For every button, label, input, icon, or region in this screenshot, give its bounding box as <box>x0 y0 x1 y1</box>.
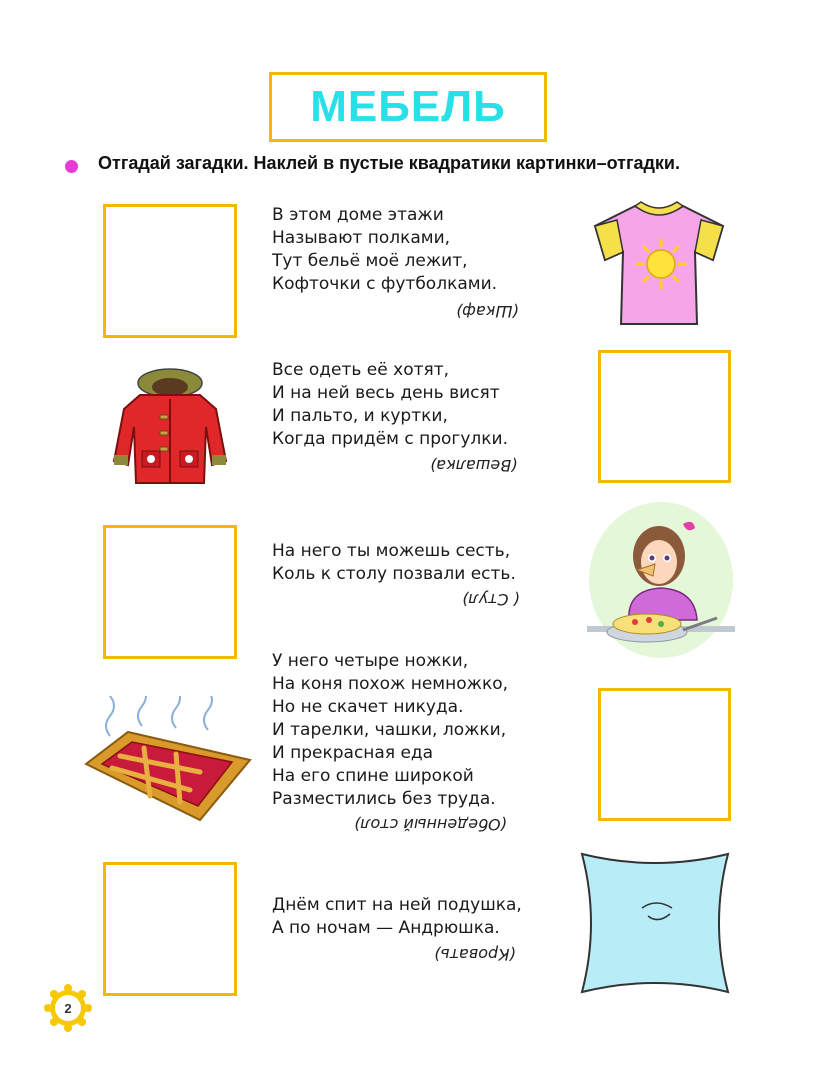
riddle-line: И тарелки, чашки, ложки, <box>272 720 507 740</box>
riddle-line: Коль к столу позвали есть. <box>272 564 516 584</box>
riddle-line: В этом доме этажи <box>272 205 444 225</box>
riddle-line: Называют полками, <box>272 228 451 248</box>
title-box <box>269 72 547 142</box>
bullet-icon <box>65 160 78 173</box>
riddle-1 <box>272 204 497 296</box>
riddle-line: И на ней весь день висят <box>272 383 500 403</box>
page-title: МЕБЕЛЬ <box>310 82 506 131</box>
riddle-line: А по ночам — Андрюшка. <box>272 918 500 938</box>
instruction-text: Отгадай загадки. Наклей в пустые квадратики картинки–отгадки. <box>98 153 681 173</box>
sticker-box-4[interactable] <box>598 688 731 821</box>
riddle-line: Но не скачет никуда. <box>272 697 464 717</box>
riddle-answer-5: (Кровать) <box>434 945 516 964</box>
riddle-line: Тут бельё моё лежит, <box>272 251 468 271</box>
riddle-line: Кофточки с футболками. <box>272 274 498 294</box>
sticker-box-2[interactable] <box>598 350 731 483</box>
riddle-answer-2: (Вешалка) <box>430 456 518 475</box>
riddle-line: Когда придём с прогулки. <box>272 429 509 449</box>
riddle-5 <box>272 894 522 940</box>
pie-picture <box>80 696 252 826</box>
riddle-line: Днём спит на ней подушка, <box>272 895 522 915</box>
girl-eating-cake-picture <box>587 500 735 662</box>
riddle-answer-4: (Обеденный стол) <box>354 815 507 834</box>
riddle-line: И пальто, и куртки, <box>272 406 448 426</box>
riddle-answer-3: ( Стул) <box>462 590 520 609</box>
riddle-2 <box>272 359 508 451</box>
riddle-line: У него четыре ножки, <box>272 651 469 671</box>
riddle-line: И прекрасная еда <box>272 743 434 763</box>
riddle-answer-1: (Шкаф) <box>456 302 519 321</box>
riddle-line: Все одеть её хотят, <box>272 360 450 380</box>
sticker-box-5[interactable] <box>103 862 237 996</box>
red-coat-picture <box>104 365 236 489</box>
pillow-picture <box>572 848 738 998</box>
riddle-line: Разместились без труда. <box>272 789 496 809</box>
sticker-box-1[interactable] <box>103 204 237 338</box>
page-number: 2 <box>64 1000 72 1016</box>
t-shirt-picture <box>583 198 735 334</box>
riddle-3 <box>272 540 516 586</box>
riddle-line: На коня похож немножко, <box>272 674 509 694</box>
sticker-box-3[interactable] <box>103 525 237 659</box>
riddle-line: На него ты можешь сесть, <box>272 541 511 561</box>
riddle-line: На его спине широкой <box>272 766 474 786</box>
riddle-4 <box>272 650 508 811</box>
sun-icon <box>637 240 685 288</box>
